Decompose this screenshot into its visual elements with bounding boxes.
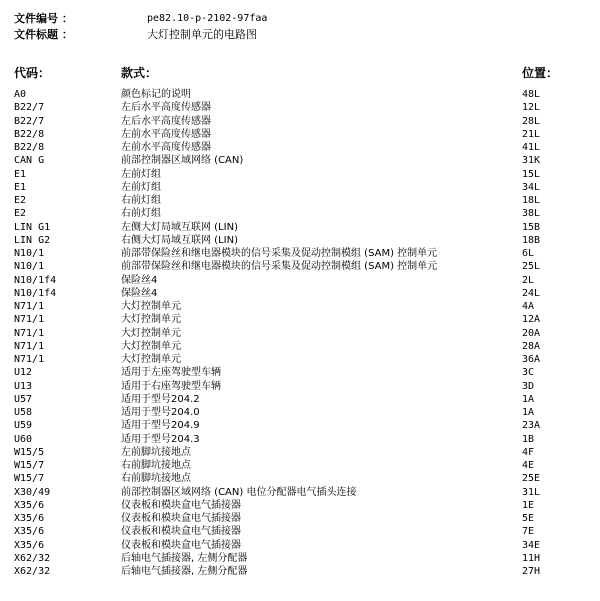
list-item bbox=[0, 327, 600, 340]
list-item bbox=[0, 419, 600, 432]
component-position: 18B bbox=[522, 234, 541, 246]
component-description: 左后水平高度传感器 bbox=[121, 102, 211, 114]
column-header-position: 位置： bbox=[522, 66, 559, 80]
component-position: 12L bbox=[522, 102, 541, 114]
component-description: 右前灯组 bbox=[121, 195, 161, 206]
list-item bbox=[0, 247, 600, 260]
component-description: 左后水平高度传感器 bbox=[121, 115, 211, 127]
component-position: 20A bbox=[522, 327, 541, 339]
component-code: E1 bbox=[14, 181, 27, 193]
component-description: 右侧大灯局域互联网 (LIN) bbox=[121, 234, 238, 246]
component-code: N71/1 bbox=[14, 327, 45, 339]
component-description: 前部带保险丝和继电器模块的信号采集及促动控制模组 (SAM) 控制单元 bbox=[121, 261, 438, 273]
component-position: 7E bbox=[522, 526, 535, 538]
list-item bbox=[0, 221, 600, 234]
component-description: 左前水平高度传感器 bbox=[121, 128, 211, 140]
list-item bbox=[0, 115, 600, 128]
component-position: 3C bbox=[522, 367, 535, 379]
component-code: U57 bbox=[14, 393, 33, 405]
component-position: 1B bbox=[522, 433, 535, 445]
component-position: 4F bbox=[522, 446, 535, 458]
component-code: W15/7 bbox=[14, 460, 45, 471]
component-description: 适用于左座驾驶型车辆 bbox=[121, 367, 221, 379]
component-description: 左前水平高度传感器 bbox=[121, 142, 211, 153]
component-code: W15/7 bbox=[14, 473, 45, 485]
component-code: A0 bbox=[14, 89, 27, 100]
component-description: 颜色标记的说明 bbox=[121, 89, 191, 100]
component-code: B22/8 bbox=[14, 142, 45, 153]
component-description: 大灯控制单元 bbox=[121, 327, 181, 339]
component-position: 24L bbox=[522, 287, 541, 299]
component-description: 适用于右座驾驶型车辆 bbox=[121, 380, 221, 392]
component-position: 36A bbox=[522, 354, 541, 365]
list-item bbox=[0, 287, 600, 300]
component-code: U13 bbox=[14, 380, 33, 392]
component-position: 41L bbox=[522, 142, 541, 153]
component-code: CAN G bbox=[14, 155, 45, 167]
component-code: X62/32 bbox=[14, 552, 51, 564]
component-code: W15/5 bbox=[14, 446, 45, 458]
component-position: 1A bbox=[522, 407, 535, 418]
list-item bbox=[0, 274, 600, 287]
component-position: 38L bbox=[522, 208, 541, 220]
list-item bbox=[0, 168, 600, 181]
component-code: E1 bbox=[14, 168, 27, 180]
component-position: 18L bbox=[522, 195, 541, 206]
component-description: 适用于型号204.3 bbox=[121, 433, 200, 445]
component-code: N71/1 bbox=[14, 301, 45, 312]
list-item bbox=[0, 101, 600, 114]
component-code: U59 bbox=[14, 420, 33, 432]
component-list bbox=[0, 88, 600, 578]
component-description: 大灯控制单元 bbox=[121, 314, 181, 326]
component-code: X35/6 bbox=[14, 513, 45, 524]
component-position: 31K bbox=[522, 155, 541, 167]
component-description: 大灯控制单元 bbox=[121, 340, 181, 352]
component-position: 3D bbox=[522, 380, 535, 392]
list-item bbox=[0, 525, 600, 538]
component-code: N10/1f4 bbox=[14, 274, 57, 286]
component-position: 28A bbox=[522, 340, 541, 352]
component-position: 15B bbox=[522, 221, 541, 233]
list-item bbox=[0, 194, 600, 207]
list-item bbox=[0, 539, 600, 552]
component-description: 适用于型号204.0 bbox=[121, 407, 200, 418]
component-position: 48L bbox=[522, 89, 541, 100]
column-header-code: 代码： bbox=[14, 66, 51, 80]
component-description: 仪表板和模块盒电气插接器 bbox=[121, 513, 241, 524]
list-item bbox=[0, 181, 600, 194]
component-code: X35/6 bbox=[14, 499, 45, 511]
component-position: 5E bbox=[522, 513, 535, 524]
component-position: 2L bbox=[522, 274, 535, 286]
component-position: 15L bbox=[522, 168, 541, 180]
component-description: 右前脚坑接地点 bbox=[121, 473, 191, 485]
component-code: B22/7 bbox=[14, 102, 45, 114]
component-description: 大灯控制单元 bbox=[121, 301, 181, 312]
component-position: 34E bbox=[522, 539, 541, 551]
component-code: E2 bbox=[14, 208, 27, 220]
component-code: N10/1 bbox=[14, 248, 45, 259]
component-code: X35/6 bbox=[14, 539, 45, 551]
component-code: X30/49 bbox=[14, 486, 51, 498]
component-position: 12A bbox=[522, 314, 541, 326]
component-description: 仪表板和模块盒电气插接器 bbox=[121, 526, 241, 538]
component-code: N71/1 bbox=[14, 354, 45, 365]
list-item bbox=[0, 141, 600, 154]
list-item bbox=[0, 313, 600, 326]
doc-title-value: 大灯控制单元的电路图 bbox=[147, 28, 257, 41]
doc-number-label: 文件编号 ： bbox=[14, 12, 73, 25]
component-description: 保险丝4 bbox=[121, 274, 158, 286]
component-code: X35/6 bbox=[14, 526, 45, 538]
list-item bbox=[0, 380, 600, 393]
list-item bbox=[0, 340, 600, 353]
component-code: U58 bbox=[14, 407, 33, 418]
component-description: 左前灯组 bbox=[121, 168, 161, 180]
component-position: 4E bbox=[522, 460, 535, 471]
list-item bbox=[0, 393, 600, 406]
list-item bbox=[0, 512, 600, 525]
component-description: 右前灯组 bbox=[121, 208, 161, 220]
list-item bbox=[0, 207, 600, 220]
component-code: U12 bbox=[14, 367, 33, 379]
list-item bbox=[0, 353, 600, 366]
component-description: 后轴电气插接器, 左侧分配器 bbox=[121, 566, 248, 577]
component-description: 保险丝4 bbox=[121, 287, 158, 299]
column-header-style: 款式： bbox=[121, 66, 158, 80]
component-description: 前部带保险丝和继电器模块的信号采集及促动控制模组 (SAM) 控制单元 bbox=[121, 248, 438, 259]
component-description: 左前脚坑接地点 bbox=[121, 446, 191, 458]
list-item bbox=[0, 88, 600, 101]
component-description: 仪表板和模块盒电气插接器 bbox=[121, 539, 241, 551]
list-item bbox=[0, 366, 600, 379]
component-code: B22/7 bbox=[14, 115, 45, 127]
component-position: 21L bbox=[522, 128, 541, 140]
component-code: N71/1 bbox=[14, 314, 45, 326]
list-item bbox=[0, 565, 600, 578]
component-code: U60 bbox=[14, 433, 33, 445]
component-code: LIN G2 bbox=[14, 234, 51, 246]
list-item bbox=[0, 234, 600, 247]
component-position: 1E bbox=[522, 499, 535, 511]
component-description: 前部控制器区域网络 (CAN) bbox=[121, 155, 244, 167]
list-item bbox=[0, 499, 600, 512]
component-code: N10/1f4 bbox=[14, 287, 57, 299]
component-position: 31L bbox=[522, 486, 541, 498]
component-code: N10/1 bbox=[14, 261, 45, 273]
doc-number-value: pe82.10-p-2102-97faa bbox=[147, 13, 268, 24]
list-item bbox=[0, 154, 600, 167]
component-description: 适用于型号204.2 bbox=[121, 393, 200, 405]
component-description: 左前灯组 bbox=[121, 181, 161, 193]
component-position: 28L bbox=[522, 115, 541, 127]
component-position: 23A bbox=[522, 420, 541, 432]
component-description: 后轴电气插接器, 左侧分配器 bbox=[121, 552, 248, 564]
component-code: B22/8 bbox=[14, 128, 45, 140]
component-description: 右前脚坑接地点 bbox=[121, 460, 191, 471]
component-code: E2 bbox=[14, 195, 27, 206]
doc-title-label: 文件标题 ： bbox=[14, 28, 73, 41]
component-description: 前部控制器区域网络 (CAN) 电位分配器电气插头连接 bbox=[121, 486, 357, 498]
list-item bbox=[0, 260, 600, 273]
component-position: 25L bbox=[522, 261, 541, 273]
list-item bbox=[0, 433, 600, 446]
component-description: 大灯控制单元 bbox=[121, 354, 181, 365]
list-item bbox=[0, 486, 600, 499]
component-position: 25E bbox=[522, 473, 541, 485]
component-code: N71/1 bbox=[14, 340, 45, 352]
component-description: 左侧大灯局域互联网 (LIN) bbox=[121, 221, 238, 233]
list-item bbox=[0, 406, 600, 419]
component-position: 27H bbox=[522, 566, 541, 577]
list-item bbox=[0, 300, 600, 313]
list-item bbox=[0, 459, 600, 472]
component-code: LIN G1 bbox=[14, 221, 51, 233]
list-item bbox=[0, 446, 600, 459]
list-item bbox=[0, 128, 600, 141]
component-description: 适用于型号204.9 bbox=[121, 420, 200, 432]
component-position: 1A bbox=[522, 393, 535, 405]
component-position: 34L bbox=[522, 181, 541, 193]
component-code: X62/32 bbox=[14, 566, 51, 577]
list-item bbox=[0, 472, 600, 485]
component-description: 仪表板和模块盒电气插接器 bbox=[121, 499, 241, 511]
list-item bbox=[0, 552, 600, 565]
component-position: 11H bbox=[522, 552, 541, 564]
component-position: 4A bbox=[522, 301, 535, 312]
component-position: 6L bbox=[522, 248, 535, 259]
